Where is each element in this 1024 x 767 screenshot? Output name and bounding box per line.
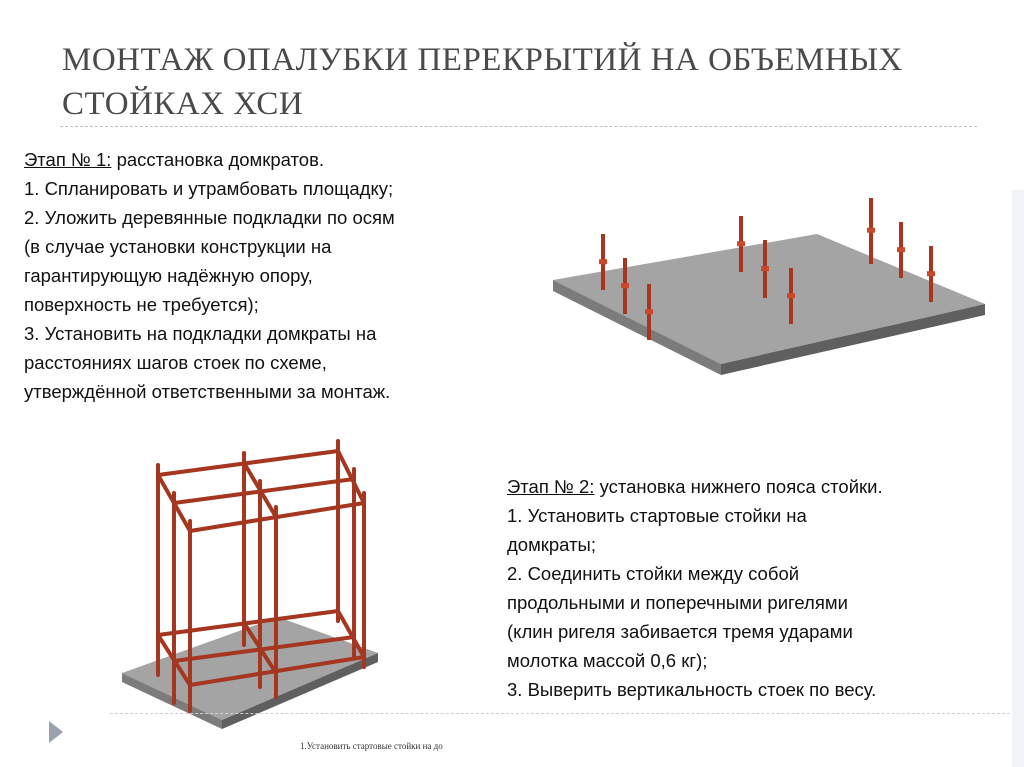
footer-divider (110, 713, 1010, 714)
jack-nut (897, 247, 905, 252)
stage2-line: продольными и поперечными ригелями (507, 592, 848, 613)
slide-title (62, 38, 962, 126)
figure-caption: 1.Установить стартовые стойки на до (300, 741, 443, 751)
jack-nut (787, 293, 795, 298)
stage1-line: 2. Уложить деревянные подкладки по осям (24, 207, 395, 228)
stage2-line: домкраты; (507, 534, 596, 555)
stage2-line: 3. Выверить вертикальность стоек по весу. (507, 679, 877, 700)
stage1-line: 3. Установить на подкладки домкраты на (24, 323, 377, 344)
stage1-text (24, 145, 395, 406)
jack-nut (867, 228, 875, 233)
scaffold-frame-illustration (118, 435, 418, 735)
jack-nut (621, 283, 629, 288)
jacks-on-slab-illustration (545, 192, 1007, 382)
stage2-text (507, 472, 883, 704)
stage1-line: утверждённой ответственными за монтаж. (24, 381, 391, 402)
stage2-line: 1. Установить стартовые стойки на (507, 505, 807, 526)
stage2-line: молотка массой 0,6 кг); (507, 650, 708, 671)
jack-nut (927, 271, 935, 276)
next-slide-arrow-icon[interactable] (49, 721, 63, 743)
title-line-2: СТОЙКАХ ХСИ (62, 86, 304, 122)
stage1-heading (24, 145, 395, 174)
stage1-heading-text: расстановка домкратов. (111, 149, 325, 170)
stage1-line: 1. Спланировать и утрамбовать площадку; (24, 178, 394, 199)
stage2-label: Этап № 2: (507, 476, 595, 497)
stage1-line: поверхность не требуется); (24, 294, 259, 315)
title-divider (60, 126, 977, 127)
stage1-line: гарантирующую надёжную опору, (24, 265, 313, 286)
stage1-label: Этап № 1: (24, 149, 112, 170)
stage2-line: 2. Соединить стойки между собой (507, 563, 800, 584)
jack-nut (737, 241, 745, 246)
stage2-heading-text: установка нижнего пояса стойки. (594, 476, 883, 497)
stage1-line: (в случае установки конструкции на (24, 236, 332, 257)
stage1-line: расстояниях шагов стоек по схеме, (24, 352, 327, 373)
title-line-1: МОНТАЖ ОПАЛУБКИ ПЕРЕКРЫТИЙ НА ОБЪЕМНЫХ (62, 42, 903, 78)
jack-nut (645, 309, 653, 314)
jack-nut (761, 266, 769, 271)
jack-nut (599, 259, 607, 264)
upper-ledger (338, 451, 364, 503)
stage2-line: (клин ригеля забивается тремя ударами (507, 621, 853, 642)
right-edge-panel (1012, 190, 1024, 767)
stage2-heading (507, 472, 883, 501)
